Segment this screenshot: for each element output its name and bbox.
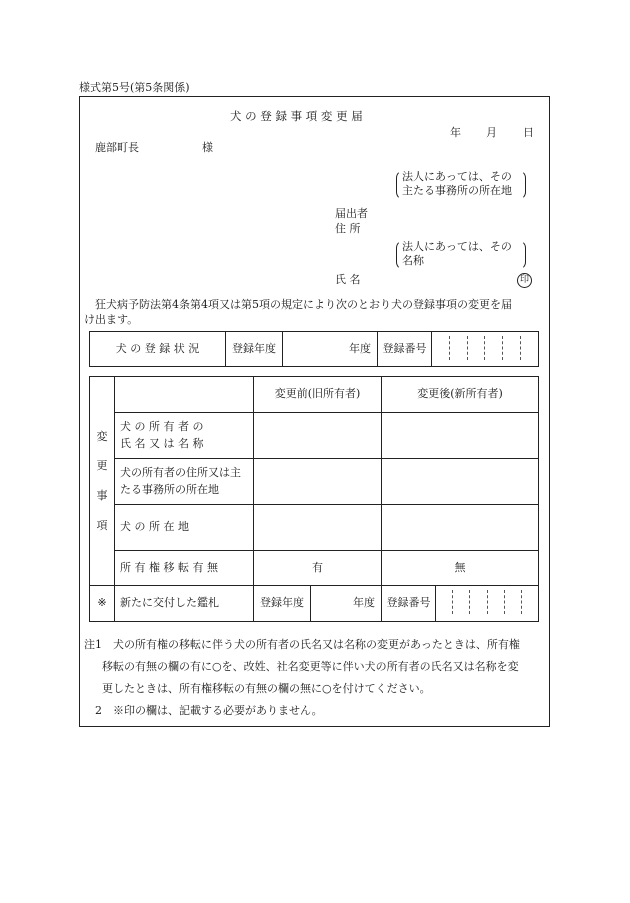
name-note-line2: 名称 xyxy=(402,254,424,267)
date-year-label: 年 xyxy=(450,126,461,139)
row-owner-name-label xyxy=(115,413,254,459)
dog-location-after-cell xyxy=(382,505,539,551)
name-label: 氏 名 xyxy=(335,273,361,286)
address-note-line2: 主たる事務所の所在地 xyxy=(402,184,512,197)
new-tag-label: 新たに交付した鑑札 xyxy=(115,586,254,622)
changes-side-label xyxy=(90,377,115,586)
addressee-honorific: 様 xyxy=(202,141,213,154)
address-note-line1: 法人にあっては、その xyxy=(402,170,512,183)
dog-location-before-cell xyxy=(254,505,382,551)
addressee-name: 鹿部町長 xyxy=(95,141,139,154)
owner-address-before-cell xyxy=(254,459,382,505)
row-owner-name-line2: 氏 名 又 は 名 称 xyxy=(120,436,204,450)
header-blank-cell xyxy=(115,377,254,413)
form-number: 様式第5号(第5条関係) xyxy=(79,81,190,94)
side-label-char: 事 xyxy=(96,489,108,502)
registration-number-boxes xyxy=(432,332,539,367)
name-note-line1: 法人にあっては、その xyxy=(402,240,512,253)
date-day-label: 日 xyxy=(523,126,534,139)
note1-line3: 更したときは、所有権移転の有無の欄の無に○を付けてください。 xyxy=(102,682,431,695)
owner-name-after-cell xyxy=(382,413,539,459)
new-tag-year-label: 登録年度 xyxy=(254,586,311,622)
new-tag-mark: ※ xyxy=(90,586,115,622)
new-tag-year-unit: 年度 xyxy=(311,586,382,622)
before-header: 変更前(旧所有者) xyxy=(254,377,382,413)
registration-number-label: 登録番号 xyxy=(378,332,432,367)
form-title: 犬 の 登 録 事 項 変 更 届 xyxy=(230,109,363,123)
row-transfer-label: 所 有 権 移 転 有 無 xyxy=(115,551,254,586)
transfer-yes: 有 xyxy=(254,551,382,586)
registration-status-table xyxy=(89,331,539,367)
applicant-label: 届出者 xyxy=(335,207,368,220)
note2: 2 ※印の欄は、記載する必要がありません。 xyxy=(95,704,323,717)
date-month-label: 月 xyxy=(486,126,497,139)
owner-name-before-cell xyxy=(254,413,382,459)
registration-year-label: 登録年度 xyxy=(226,332,283,367)
side-label-char: 項 xyxy=(96,518,108,532)
after-header: 変更後(新所有者) xyxy=(382,377,539,413)
address-label: 住 所 xyxy=(335,222,361,235)
row-owner-name-line1: 犬 の 所 有 者 の xyxy=(120,420,204,433)
note1-line1: 注1 犬の所有権の移転に伴う犬の所有者の氏名又は名称の変更があったときは、所有権 xyxy=(84,638,520,651)
new-tag-number-label: 登録番号 xyxy=(382,586,436,622)
note1-line2: 移転の有無の欄の有に○を、改姓、社名変更等に伴い犬の所有者の氏名又は名称を変 xyxy=(102,660,519,673)
change-items-table xyxy=(89,376,539,622)
registration-year-unit: 年度 xyxy=(283,332,378,367)
row-dog-location-label: 犬 の 所 在 地 xyxy=(115,505,254,551)
side-label-char: 変 xyxy=(96,429,108,443)
statement-line2: け出ます。 xyxy=(84,313,139,326)
new-tag-number-boxes xyxy=(436,586,539,622)
owner-address-after-cell xyxy=(382,459,539,505)
side-label-char: 更 xyxy=(96,459,108,473)
registration-status-label: 犬 の 登 録 状 況 xyxy=(90,332,226,367)
transfer-no: 無 xyxy=(382,551,539,586)
seal-mark: 印 xyxy=(517,273,532,288)
row-owner-address-line2: たる事務所の所在地 xyxy=(120,482,219,496)
statement-line1: 狂犬病予防法第4条第4項又は第5項の規定により次のとおり犬の登録事項の変更を届 xyxy=(95,298,512,311)
row-owner-address-label xyxy=(115,459,254,505)
row-owner-address-line1: 犬の所有者の住所又は主 xyxy=(120,466,241,479)
